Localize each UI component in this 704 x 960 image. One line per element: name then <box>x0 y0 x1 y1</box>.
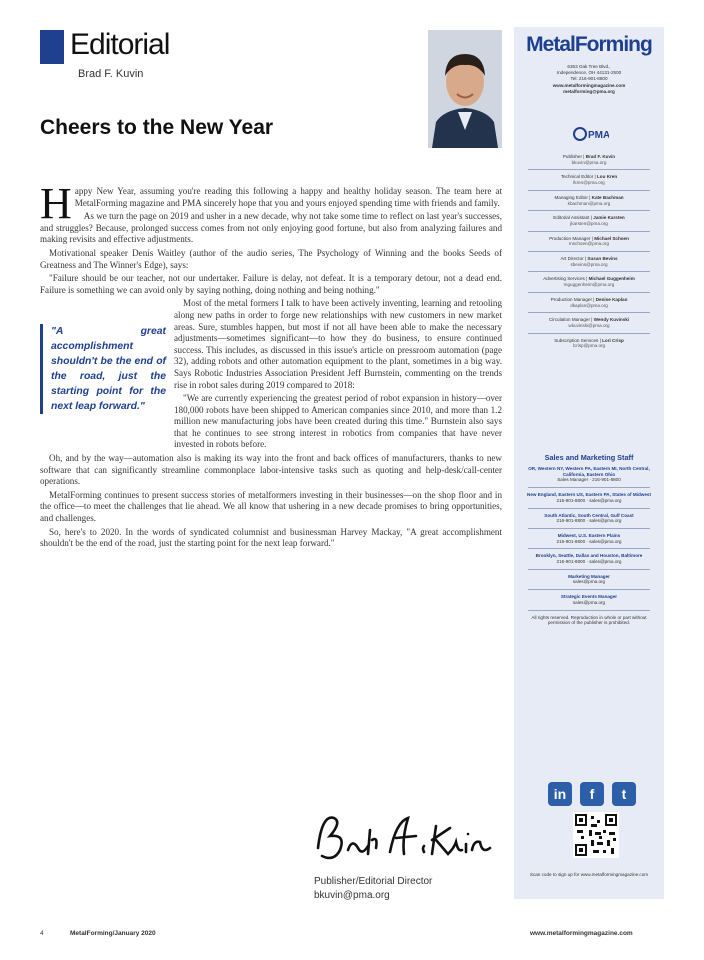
pullquote: "A great accomplishment shouldn't be the end of the road, just the starting point for the next leap forward." <box>40 324 166 414</box>
section-marker <box>40 30 64 64</box>
sales-item: Midwest, U.S. Eastern Plains 216-901-8800 · sales@pma.org <box>556 532 622 544</box>
sales-item: Brooklyn, Seattle, Dallas and Houston, Baltimore 216-901-8800 · sales@pma.org <box>535 553 643 565</box>
dropcap: H <box>40 179 72 228</box>
divider <box>528 528 650 529</box>
paragraph: MetalForming continues to present success stories of metalformers investing in their businesses—on the shop floor and in the office—to meet the challenges that lie ahead. We all know that ushering in a new decade promises to bring opportunities, and challenges. <box>40 489 502 524</box>
byline: Brad F. Kuvin <box>78 68 144 80</box>
metalforming-logo: MetalForming <box>526 33 652 56</box>
sales-item: New England, Eastern US, Eastern PA, States of Midwest 216-901-8800 · sales@pma.org <box>527 492 651 503</box>
paragraph: Most of the metal formers I talk to have been actively inventing, learning and retooling along new paths in order to forge new relationships with new customers in new market areas. Sure, stumbles happen, but most if not all have been able to make the necessary adjustments—sometimes significant—to how they do business, to ensure continued success. This includes, as discussed in this issue's article on pressroom automation (page 32), adding robots and other automation equipment to the plant, sometimes in a big way. Says Robotic Industries Association President Jeff Burnstein, commenting on the trends rise in robot sales during 2019 compared to 2018: <box>174 298 502 390</box>
svg-text:PMA: PMA <box>588 130 609 141</box>
staff-item: Art Director | Susan Bevins sbevins@pma.org <box>560 256 618 267</box>
divider <box>528 589 650 590</box>
footer-url[interactable]: www.metalformingmagazine.com <box>530 930 633 937</box>
author-photo <box>428 30 502 148</box>
paragraph: As we turn the page on 2019 and usher in a new decade, why not take some time to reflect on last year's successes, and struggles? Because, prolonged success comes from not only enjoying good fortune, but also from analyzing failures and making revisits and effective adjustments. <box>40 211 502 245</box>
scan-caption: Scan code to sign up for www.metalformingmagazine.com <box>529 872 649 877</box>
divider <box>528 333 650 334</box>
divider <box>528 190 650 191</box>
paragraph: So, here's to 2020. In the words of syndicated columnist and businessman Harvey Mackay, "A great accomplishment shouldn't be the end of the road, just the starting point for the next leap forward." <box>40 526 502 549</box>
pullquote-box <box>40 324 166 442</box>
linkedin-icon[interactable]: in <box>548 782 572 806</box>
divider <box>528 312 650 313</box>
divider <box>528 569 650 570</box>
sales-item: Strategic Events Manager sales@pma.org <box>560 594 618 605</box>
paragraph: "We are currently experiencing the greatest period of robot expansion in history—over 180,000 robots have been shipped to American companies since 2010, and more than 1.2 million new manufacturing jobs have been created during this time." Burnstein also says that he continues to see strong interest in robotics from companies that have never invested in robots before. <box>174 393 502 450</box>
rights-notice: All rights reserved. Reproduction in whole or part without permission of the publisher is prohibited. <box>531 614 647 626</box>
divider <box>528 508 650 509</box>
staff-item: Production Manager | Denise Kaplan dkaplan@pma.org <box>550 296 628 308</box>
sales-list <box>514 466 664 626</box>
staff-item: Subscription Services | Lori Crisp lcrisp@pma.org <box>554 337 624 349</box>
page-number: 4 <box>40 930 44 937</box>
staff-item: Managing Editor | Kate Bachman kbachman@pma.org <box>554 194 624 206</box>
paragraph: Happy New Year, assuming you're reading this following a happy and healthy holiday season. The team here at MetalForming magazine and PMA sincerely hope that you and yours enjoyed spending time with friends and family. <box>40 179 502 228</box>
divider <box>528 610 650 611</box>
staff-item: Advertising Services | Michael Guggenheim mguggenheim@pma.org <box>543 276 635 288</box>
qr-code[interactable] <box>573 812 619 858</box>
divider <box>528 231 650 232</box>
paragraph: Oh, and by the way—automation also is making its way into the front and back offices of manufacturers, thanks to new software that can significantly streamline commonplace labor-intensive tasks such as quoting and help-desk/call-center operations. <box>40 453 502 487</box>
publisher-address: 6363 Oak Tree Blvd., Independence, OH 44131-2500 Tel: 216-901-8800 www.metalformingmagazine.com metalforming@pma.org <box>552 64 626 94</box>
staff-list <box>514 154 664 349</box>
signature <box>312 808 502 872</box>
twitter-icon[interactable]: t <box>612 782 636 806</box>
staff-item: Technical Editor | Lou Kren lkren@pma.org <box>560 174 618 186</box>
divider <box>528 292 650 293</box>
divider <box>528 169 650 170</box>
divider <box>528 210 650 211</box>
sales-item: Marketing Manager sales@pma.org <box>568 573 610 585</box>
staff-item: Editorial Assistant | Jamie Karsten jkarsten@pma.org <box>553 215 625 226</box>
footer-issue: MetalForming/January 2020 <box>70 930 156 937</box>
article-headline: Cheers to the New Year <box>40 116 274 139</box>
staff-item: Circulation Manager | Wendy Kuvinski wkuvinski@pma.org <box>548 317 630 328</box>
signoff-email[interactable]: bkuvin@pma.org <box>314 890 390 901</box>
section-title: Editorial <box>70 28 170 61</box>
pma-logo <box>573 126 609 142</box>
divider <box>528 251 650 252</box>
paragraph: "Failure should be our teacher, not our undertaker. Failure is delay, not defeat. It is a temporary detour, not a dead end. Failure is something we can avoid only by saying nothing, doing nothing and being nothing." <box>40 273 502 295</box>
staff-item: Publisher | Brad F. Kuvin bkuvin@pma.org <box>562 154 616 165</box>
divider <box>528 487 650 488</box>
divider <box>528 548 650 549</box>
sales-section-title: Sales and Marketing Staff <box>544 453 634 462</box>
staff-item: Production Manager | Michael Schoen mschoen@pma.org <box>549 235 629 247</box>
signoff-title: Publisher/Editorial Director <box>314 876 433 887</box>
paragraph: Motivational speaker Denis Waitley (author of the audio series, The Psychology of Winning and the books Seeds of Greatness and The Winner's Edge), says: <box>40 247 502 270</box>
facebook-icon[interactable]: f <box>580 782 604 806</box>
article-body <box>40 179 502 552</box>
sales-item: South Atlantic, South Central, Gulf Coast 216-901-8800 · sales@pma.org <box>544 512 634 524</box>
sales-item: OR, Western NY, Western PA, Eastern MI, North Central, California, Eastern Ohio Sales Manager · 216-901-8800 <box>528 466 650 483</box>
divider <box>528 271 650 272</box>
